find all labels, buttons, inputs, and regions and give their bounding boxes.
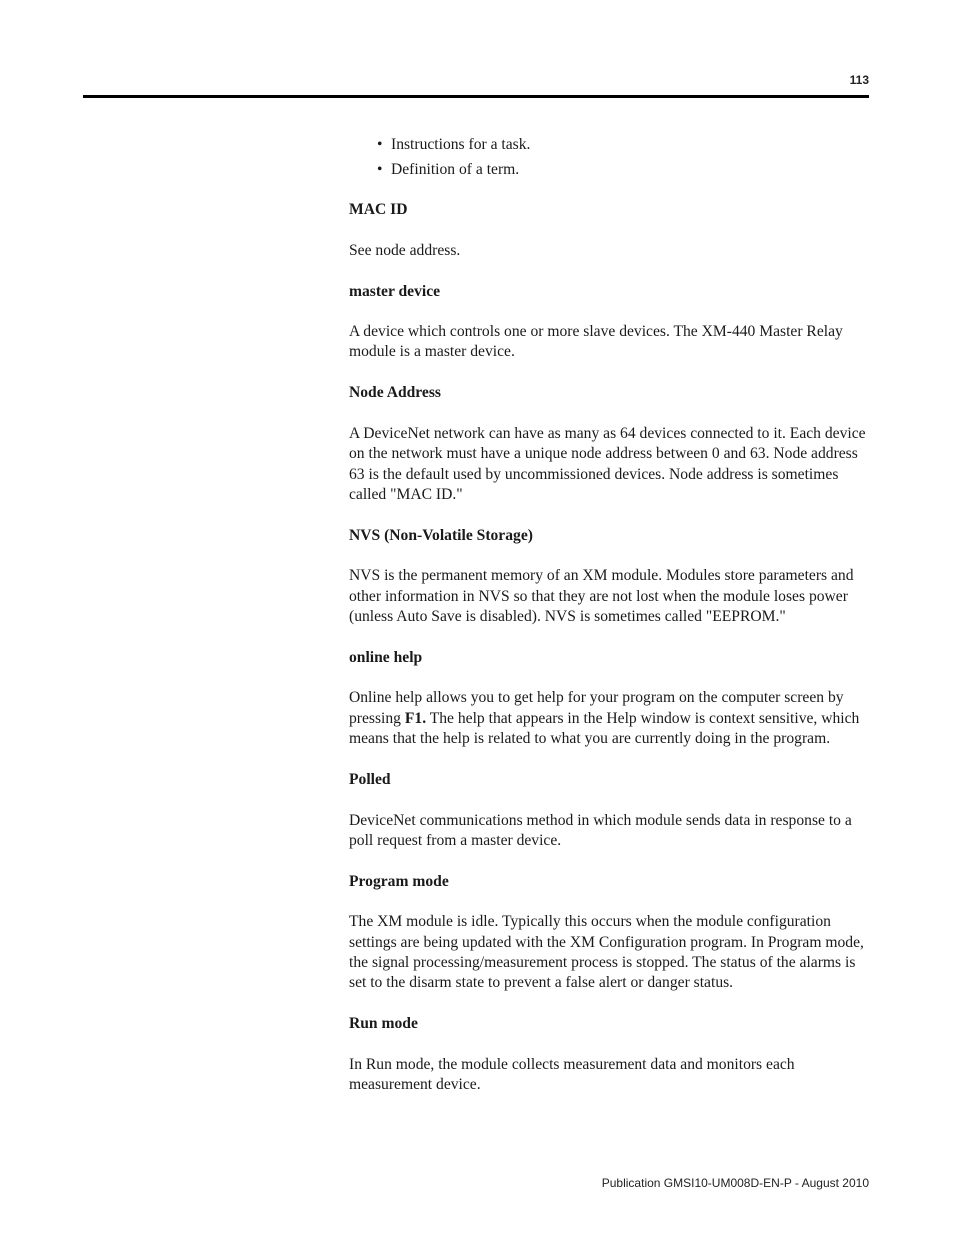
- definition-online-help: [349, 688, 871, 749]
- term-run-mode: Run mode: [349, 1015, 418, 1033]
- definition-polled: DeviceNet communications method in which module sends data in response to a poll request from a master device.: [349, 811, 852, 849]
- page-number: 113: [849, 73, 869, 87]
- glossary-content: [349, 135, 871, 1116]
- definition-run-mode: In Run mode, the module collects measurement data and monitors each measurement device.: [349, 1055, 795, 1094]
- term-program-mode: Program mode: [349, 872, 449, 890]
- term-node-address: Node Address: [349, 384, 441, 402]
- definition-node-address: A DeviceNet network can have as many as 64 devices connected to it. Each device on the network must have a unique node address between 0 and 63. Node address 63 is the default used by uncommissioned devices. Node address is sometimes called "MAC ID.": [349, 424, 866, 503]
- header-rule: [83, 95, 869, 98]
- definition-program-mode: The XM module is idle. Typically this occurs when the module configuration settings are being updated with the XM Configuration program. In Program mode, the signal processing/measurement process is stopped. The status of the alarms is set to the disarm state to prevent a false alert or danger status.: [349, 913, 864, 992]
- definition-mac-id: See node address.: [349, 241, 461, 259]
- definition-text: Online help allows you to get help for your program on the computer screen by pressing: [349, 689, 844, 727]
- definition-nvs: NVS is the permanent memory of an XM module. Modules store parameters and other information in NVS so that they are not lost when the module loses power (unless Auto Save is disabled). NVS is sometimes called "EEPROM.": [349, 567, 854, 626]
- bullet-item: • Instructions for a task.: [377, 135, 871, 155]
- term-online-help: online help: [349, 649, 423, 666]
- publication-footer: Publication GMSI10-UM008D-EN-P - August 2010: [601, 1176, 869, 1190]
- definition-master-device: A device which controls one or more slave devices. The XM-440 Master Relay module is a master device.: [349, 323, 843, 361]
- term-nvs: NVS (Non-Volatile Storage): [349, 526, 533, 544]
- term-mac-id: MAC ID: [349, 201, 408, 219]
- bullet-list: [349, 135, 871, 180]
- key-f1: F1.: [404, 709, 427, 727]
- term-master-device: master device: [349, 282, 441, 300]
- bullet-item: • Definition of a term.: [377, 160, 871, 180]
- definition-text: The help that appears in the Help window is context sensitive, which means that the help is related to what you are currently doing in the program.: [349, 709, 860, 748]
- term-polled: Polled: [349, 771, 391, 789]
